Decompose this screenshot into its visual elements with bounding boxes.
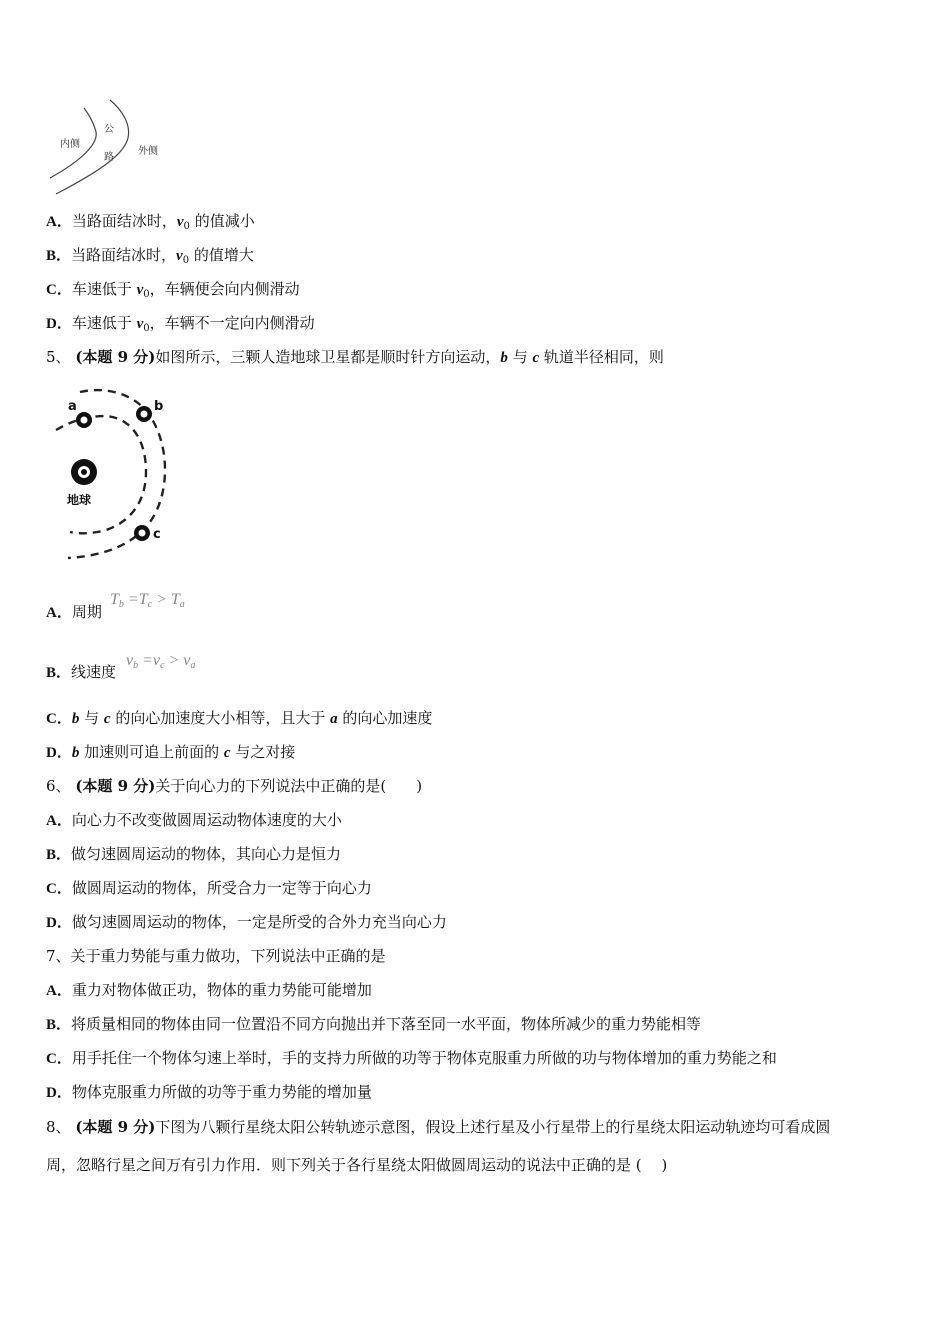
q7-stem: 7、关于重力势能与重力做功，下列说法中正确的是 [46,947,386,965]
satellite-orbit-figure [46,382,186,562]
inner-side-label: 内侧 [60,139,80,150]
q6-option-d: D．做匀速圆周运动的物体，一定是所受的合外力充当向心力 [46,913,447,931]
road-label-bottom: 路 [104,152,114,163]
q7-option-a: A．重力对物体做正功，物体的重力势能可能增加 [46,981,372,999]
q5-option-a: A．周期 [46,603,102,621]
road-curve-figure [46,96,176,196]
satellite-b-label: b [154,399,164,414]
q7-option-d: D．物体克服重力所做的功等于重力势能的增加量 [46,1083,372,1101]
q5-option-d: D．b 加速则可追上前面的 c 与之对接 [46,743,296,761]
q5-option-b: B．线速度 [46,663,117,681]
q5-option-c: C．b 与 c 的向心加速度大小相等，且大于 a 的向心加速度 [46,709,433,727]
q8-stem-line1: 8、 (本题 9 分)下图为八颗行星绕太阳公转轨迹示意图，假设上述行星及小行星带上的行星绕太阳运动轨迹均可看成圆 [46,1118,831,1136]
q8-stem-line2: 周，忽略行星之间万有引力作用．则下列关于各行星绕太阳做圆周运动的说法中正确的是 ( ) [46,1156,668,1174]
q5-stem: 5、 (本题 9 分)如图所示，三颗人造地球卫星都是顺时针方向运动，b 与 c 轨道半径相同，则 [46,348,664,366]
road-label-top: 公 [104,124,114,135]
q6-option-c: C．做圆周运动的物体，所受合力一定等于向心力 [46,879,372,897]
q5-option-b-formula: $v_b =v_c > v_a$ [126,652,196,671]
q7-option-c: C．用手托住一个物体匀速上举时，手的支持力所做的功等于物体克服重力所做的功与物体增加的重力势能之和 [46,1049,777,1067]
q4-option-d: D．车速低于 $v_0$，车辆不一定向内侧滑动 [46,314,315,334]
q5-option-a-formula: $T_b =T_c > T_a$ [110,591,185,610]
q4-option-b: B．当路面结冰时，$v_0$ 的值增大 [46,246,254,266]
q6-option-a: A．向心力不改变做圆周运动物体速度的大小 [46,811,342,829]
outer-side-label: 外侧 [138,146,158,157]
satellite-a-label: a [68,399,77,414]
q6-stem: 6、 (本题 9 分)关于向心力的下列说法中正确的是( ) [46,777,423,795]
orbit-a [56,416,146,533]
earth-label: 地球 [67,493,92,507]
q4-option-c: C．车速低于 $v_0$，车辆便会向内侧滑动 [46,280,300,300]
q6-option-b: B．做匀速圆周运动的物体，其向心力是恒力 [46,845,342,863]
q4-option-a: A．当路面结冰时，$v_0$ 的值减小 [46,212,255,232]
satellite-c-label: c [153,527,161,542]
q7-option-b: B．将质量相同的物体由同一位置沿不同方向抛出并下落至同一水平面，物体所减少的重力势能相等 [46,1015,702,1033]
